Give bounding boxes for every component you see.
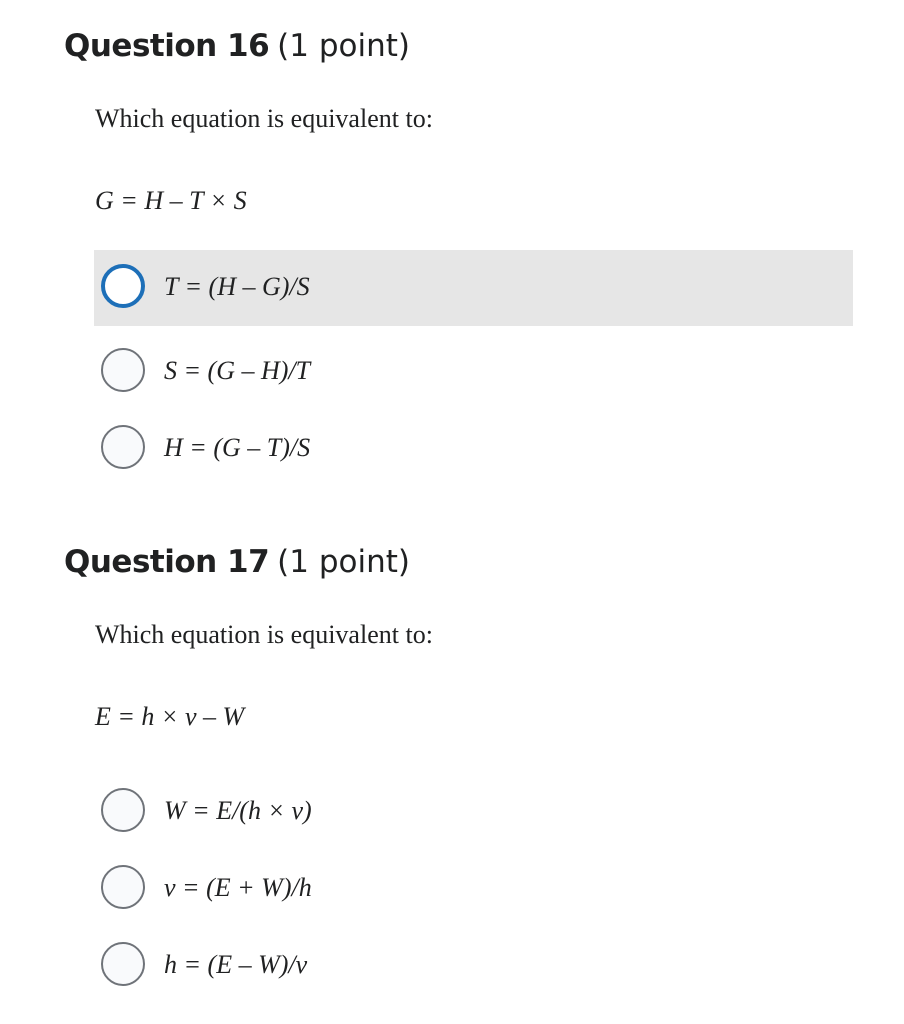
question-title (64, 542, 410, 582)
question-equation: E = h × v – W (95, 702, 245, 731)
answer-option-label: H = (G – T)/S (164, 433, 311, 462)
radio-button[interactable] (101, 264, 145, 308)
answer-option[interactable] (94, 334, 853, 410)
answer-option-label: T = (H – G)/S (164, 272, 310, 301)
answer-option-label: h = (E – W)/v (164, 950, 308, 979)
question-points: (1 point) (277, 544, 410, 580)
question-number: Question 17 (64, 544, 270, 580)
question-prompt: Which equation is equivalent to: (95, 104, 433, 133)
question-number: Question 16 (64, 28, 270, 64)
answer-option[interactable] (94, 250, 853, 326)
question-points: (1 point) (277, 28, 410, 64)
answer-option[interactable] (94, 851, 853, 927)
radio-button[interactable] (101, 942, 145, 986)
answer-option-label: W = E/(h × v) (164, 796, 312, 825)
radio-button[interactable] (101, 865, 145, 909)
radio-button[interactable] (101, 425, 145, 469)
answer-option-label: S = (G – H)/T (164, 356, 311, 385)
radio-button[interactable] (101, 348, 145, 392)
answer-option[interactable] (94, 411, 853, 487)
question-equation: G = H – T × S (95, 186, 247, 215)
question-prompt: Which equation is equivalent to: (95, 620, 433, 649)
answer-option[interactable] (94, 928, 853, 1004)
answer-option-label: v = (E + W)/h (164, 873, 312, 902)
question-title (64, 26, 410, 66)
answer-option[interactable] (94, 774, 853, 850)
radio-button[interactable] (101, 788, 145, 832)
